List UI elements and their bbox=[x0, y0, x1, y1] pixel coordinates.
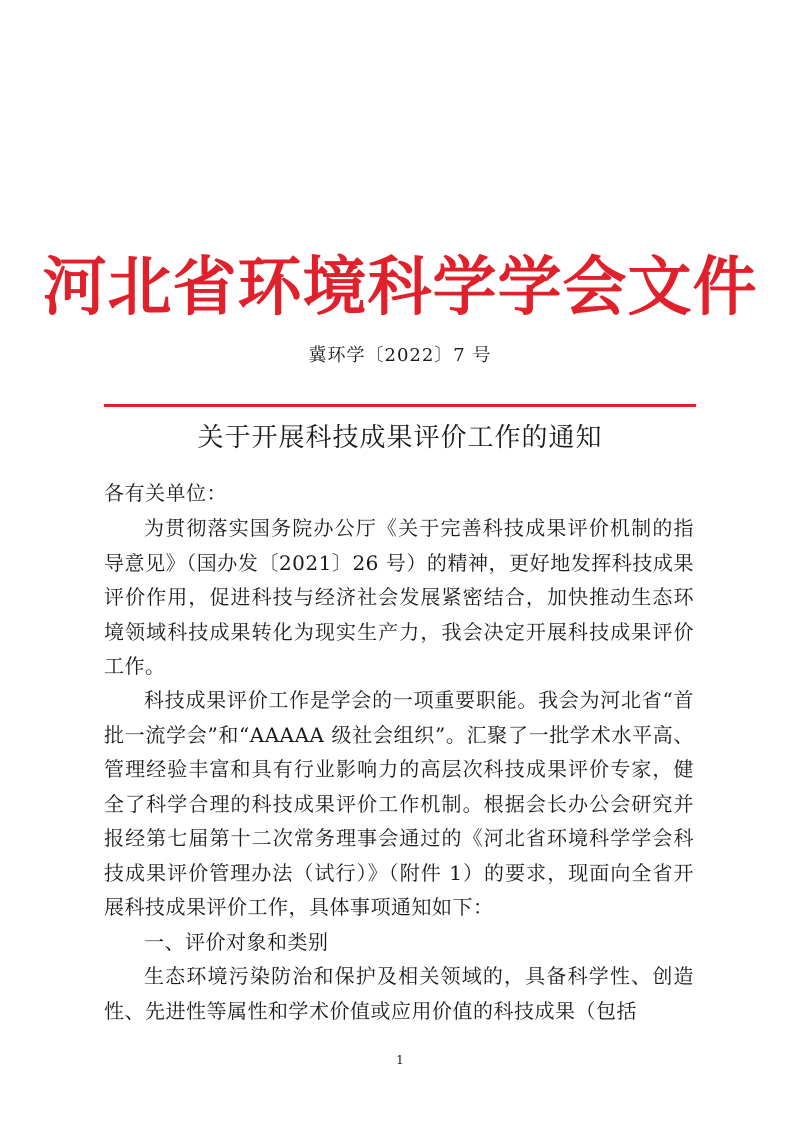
salutation: 各有关单位： bbox=[104, 481, 227, 505]
document-number: 冀环学〔2022〕7 号 bbox=[308, 345, 492, 366]
body-paragraph: 生态环境污染防治和保护及相关领域的，具备科学性、创造性、先进性等属性和学术价值或应用价值的科技成果（包括 bbox=[104, 964, 694, 1023]
section-heading: 一、评价对象和类别 bbox=[144, 930, 329, 954]
body-paragraph: 为贯彻落实国务院办公厅《关于完善科技成果评价机制的指导意见》（国办发〔2021〕26 号）的精神，更好地发挥科技成果评价作用，促进科技与经济社会发展紧密结合，加快推动生态环境领域科技成果转化为现实生产力，我会决定开展科技成果评价工作。 bbox=[104, 516, 694, 678]
body-paragraph: 科技成果评价工作是学会的一项重要职能。我会为河北省“首批一流学会”和“AAAAA 级社会组织”。汇聚了一批学术水平高、管理经验丰富和具有行业影响力的高层次科技成果评价专家，健全了科学合理的科技成果评价工作机制。根据会长办公会研究并报经第七届第十二次常务理事会通过的《河北省环境科学学会科技成果评价管理办法（试行）》（附件 1）的要求，现面向全省开展科技成果评价工作，具体事项通知如下： bbox=[104, 688, 694, 919]
org-header-title: 河北省环境科学学会文件 bbox=[42, 250, 758, 325]
notice-title: 关于开展科技成果评价工作的通知 bbox=[197, 423, 603, 453]
page-number: 1 bbox=[396, 1053, 404, 1067]
red-divider-line bbox=[104, 404, 696, 407]
